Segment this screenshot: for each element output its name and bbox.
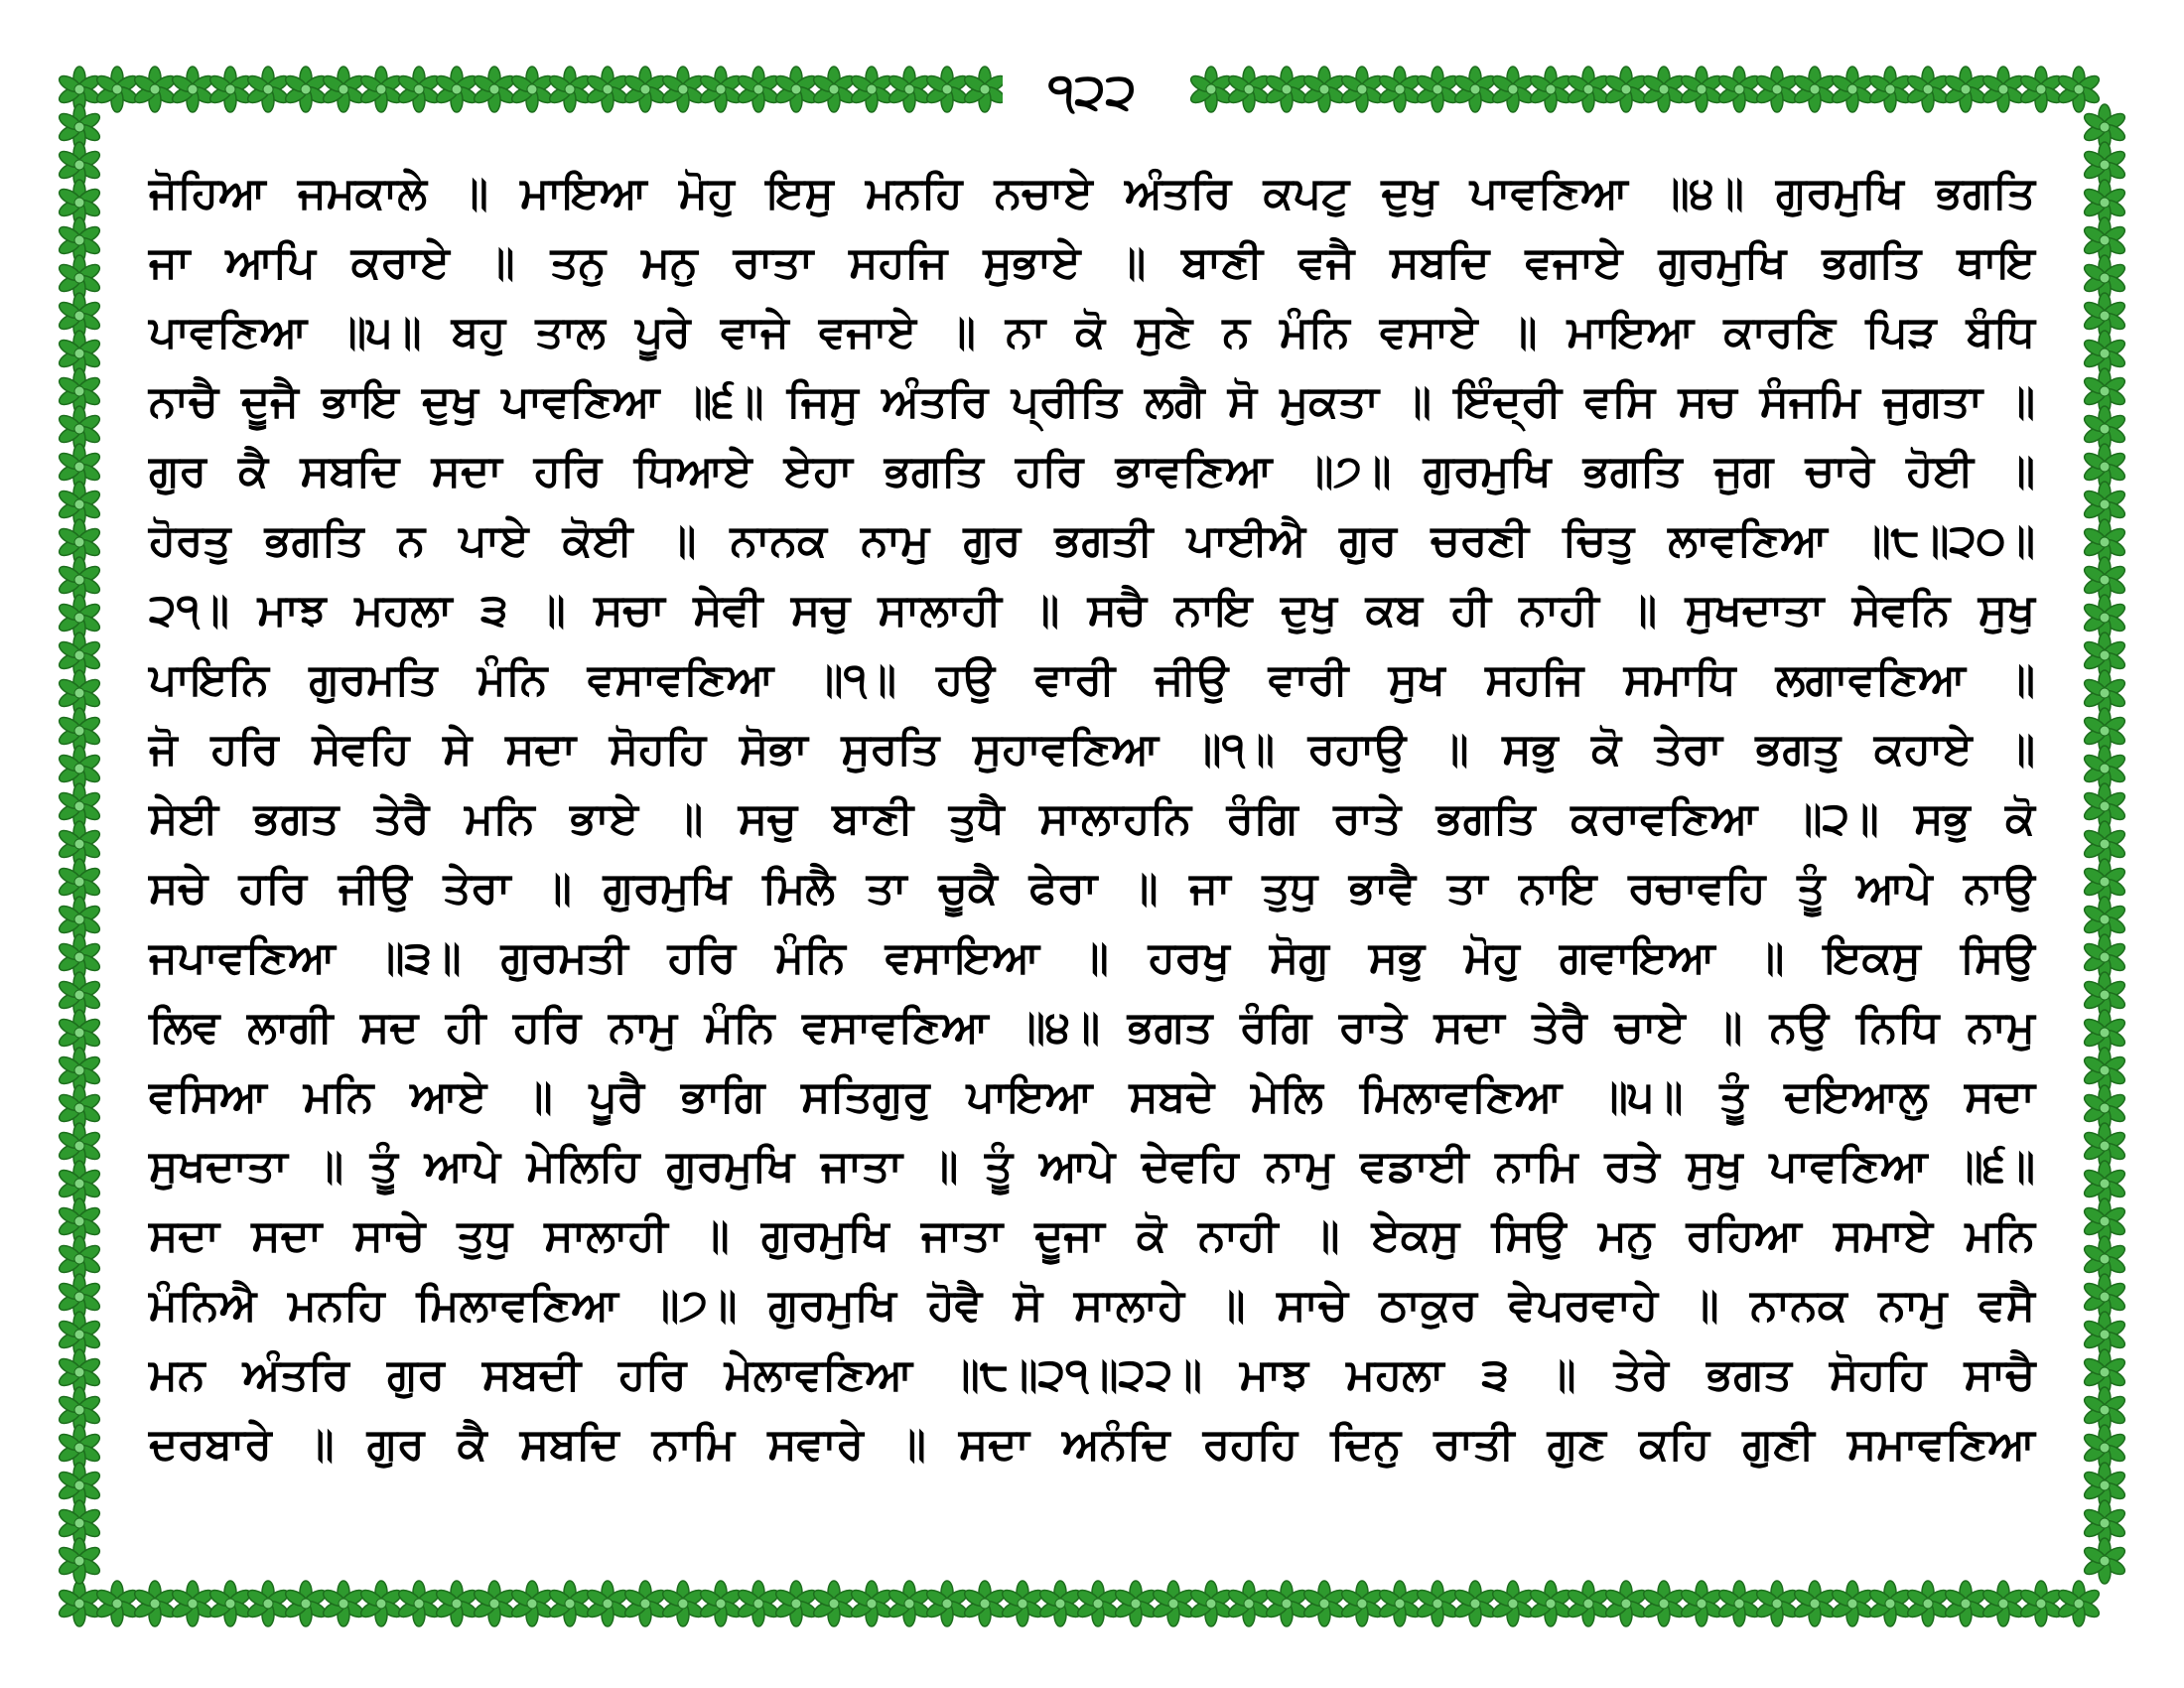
flower-icon	[1264, 67, 1309, 112]
flower-icon	[396, 1581, 442, 1626]
flower-icon	[849, 67, 894, 112]
flower-icon	[1905, 1581, 1951, 1626]
flower-icon	[1679, 67, 1724, 112]
flower-icon	[1641, 1581, 1687, 1626]
flower-icon	[1792, 67, 1838, 112]
flower-icon	[1867, 67, 1913, 112]
flower-icon	[396, 67, 442, 112]
flower-icon	[472, 67, 517, 112]
text-line: ਸੁਖਦਾਤਾ ॥ ਤੂੰ ਆਪੇ ਮੇਲਿਹਿ ਗੁਰਮੁਖਿ ਜਾਤਾ ॥ ਤੂੰ ਆਪੇ ਦੇਵਹਿ ਨਾਮੁ ਵਡਾਈ ਨਾਮਿ ਰਤੇ ਸੁਖੁ ਪਾਵਣਿਆ ॥੬॥	[149, 1141, 2035, 1192]
flower-icon	[1339, 1581, 1385, 1626]
page-number: ੧੨੨	[1003, 52, 1181, 131]
flower-icon	[434, 67, 479, 112]
flower-icon	[283, 67, 329, 112]
flower-icon	[887, 1581, 932, 1626]
flower-icon	[1377, 67, 1423, 112]
flower-icon	[736, 1581, 781, 1626]
text-line: ਦਰਬਾਰੇ ॥ ਗੁਰ ਕੈ ਸਬਦਿ ਨਾਮਿ ਸਵਾਰੇ ॥ ਸਦਾ ਅਨੰਦਿ ਰਹਹਿ ਦਿਨੁ ਰਾਤੀ ਗੁਣ ਕਹਿ ਗੁਣੀ ਸਮਾਵਣਿਆ	[149, 1419, 2035, 1470]
flower-icon	[1151, 1581, 1196, 1626]
flower-icon	[1452, 67, 1498, 112]
flower-icon	[811, 67, 857, 112]
flower-icon	[1603, 67, 1649, 112]
flower-icon	[736, 67, 781, 112]
flower-icon	[1490, 67, 1536, 112]
text-line: ਸੇਈ ਭਗਤ ਤੇਰੈ ਮਨਿ ਭਾਏ ॥ ਸਚੁ ਬਾਣੀ ਤੁਧੈ ਸਾਲਾਹਨਿ ਰੰਗਿ ਰਾਤੇ ਭਗਤਿ ਕਰਾਵਣਿਆ ॥੨॥ ਸਭੁ ਕੋ	[149, 793, 2035, 844]
flower-icon	[1528, 67, 1573, 112]
flower-icon	[1452, 1581, 1498, 1626]
flower-icon	[1603, 1581, 1649, 1626]
flower-icon	[207, 1581, 253, 1626]
text-line: ਹੋਰਤੁ ਭਗਤਿ ਨ ਪਾਏ ਕੋਈ ॥ ਨਾਨਕ ਨਾਮੁ ਗੁਰ ਭਗਤੀ ਪਾਈਐ ਗੁਰ ਚਰਣੀ ਚਿਤੁ ਲਾਵਣਿਆ ॥੮॥੨੦॥	[149, 515, 2035, 566]
flower-icon	[1980, 67, 2026, 112]
flower-icon	[622, 67, 668, 112]
flower-icon	[1943, 67, 1988, 112]
flower-icon	[1188, 1581, 1234, 1626]
flower-icon	[132, 1581, 178, 1626]
flower-icon	[472, 1581, 517, 1626]
flower-icon	[1301, 67, 1347, 112]
text-line: ੨੧॥ ਮਾਝ ਮਹਲਾ ੩ ॥ ਸਚਾ ਸੇਵੀ ਸਚੁ ਸਾਲਾਹੀ ॥ ਸਚੈ ਨਾਇ ਦੁਖੁ ਕਬ ਹੀ ਨਾਹੀ ॥ ਸੁਖਦਾਤਾ ਸੇਵਨਿ ਸੁਖੁ	[149, 585, 2035, 635]
flower-icon	[585, 1581, 630, 1626]
flower-icon	[1339, 67, 1385, 112]
flower-icon	[585, 67, 630, 112]
flower-icon	[547, 67, 593, 112]
text-line: ਸਚੇ ਹਰਿ ਜੀਉ ਤੇਰਾ ॥ ਗੁਰਮੁਖਿ ਮਿਲੈ ਤਾ ਚੂਕੈ ਫੇਰਾ ॥ ਜਾ ਤੁਧੁ ਭਾਵੈ ਤਾ ਨਾਇ ਰਚਾਵਹਿ ਤੂੰ ਆਪੇ ਨਾਉ	[149, 863, 2035, 914]
flower-icon	[1075, 1581, 1121, 1626]
flower-icon	[94, 67, 140, 112]
flower-icon	[773, 1581, 819, 1626]
flower-icon	[132, 67, 178, 112]
text-line: ਪਾਇਨਿ ਗੁਰਮਤਿ ਮੰਨਿ ਵਸਾਵਣਿਆ ॥੧॥ ਹਉ ਵਾਰੀ ਜੀਉ ਵਾਰੀ ਸੁਖ ਸਹਜਿ ਸਮਾਧਿ ਲਗਾਵਣਿਆ ॥	[149, 654, 2035, 705]
text-line: ਲਿਵ ਲਾਗੀ ਸਦ ਹੀ ਹਰਿ ਨਾਮੁ ਮੰਨਿ ਵਸਾਵਣਿਆ ॥੪॥ ਭਗਤ ਰੰਗਿ ਰਾਤੇ ਸਦਾ ਤੇਰੈ ਚਾਏ ॥ ਨਉ ਨਿਧਿ ਨਾਮੁ	[149, 1002, 2035, 1053]
flower-icon	[358, 67, 404, 112]
flower-icon	[2056, 67, 2102, 112]
flower-icon	[1528, 1581, 1573, 1626]
flower-icon	[1377, 1581, 1423, 1626]
text-line: ਜੋ ਹਰਿ ਸੇਵਹਿ ਸੇ ਸਦਾ ਸੋਹਹਿ ਸੋਭਾ ਸੁਰਤਿ ਸੁਹਾਵਣਿਆ ॥੧॥ ਰਹਾਉ ॥ ਸਭੁ ਕੋ ਤੇਰਾ ਭਗਤੁ ਕਹਾਏ ॥	[149, 724, 2035, 774]
flower-icon	[1943, 1581, 1988, 1626]
flower-icon	[1754, 1581, 1800, 1626]
flower-icon	[1641, 67, 1687, 112]
text-line: ਮੰਨਿਐ ਮਨਹਿ ਮਿਲਾਵਣਿਆ ॥੭॥ ਗੁਰਮੁਖਿ ਹੋਵੈ ਸੋ ਸਾਲਾਹੇ ॥ ਸਾਚੇ ਠਾਕੁਰ ਵੇਪਰਵਾਹੇ ॥ ਨਾਨਕ ਨਾਮੁ ਵਸੈ	[149, 1280, 2035, 1331]
text-line: ਸਦਾ ਸਦਾ ਸਾਚੇ ਤੁਧੁ ਸਾਲਾਹੀ ॥ ਗੁਰਮੁਖਿ ਜਾਤਾ ਦੂਜਾ ਕੋ ਨਾਹੀ ॥ ਏਕਸੁ ਸਿਉ ਮਨੁ ਰਹਿਆ ਸਮਾਏ ਮਨਿ	[149, 1210, 2035, 1261]
flower-icon	[283, 1581, 329, 1626]
flower-icon	[1037, 1581, 1083, 1626]
text-line: ਜਪਾਵਣਿਆ ॥੩॥ ਗੁਰਮਤੀ ਹਰਿ ਮੰਨਿ ਵਸਾਇਆ ॥ ਹਰਖੁ ਸੋਗੁ ਸਭੁ ਮੋਹੁ ਗਵਾਇਆ ॥ ਇਕਸੁ ਸਿਉ	[149, 932, 2035, 983]
flower-icon	[170, 67, 215, 112]
flower-icon	[2018, 1581, 2064, 1626]
flower-icon	[207, 67, 253, 112]
flower-icon	[1830, 67, 1875, 112]
flower-icon	[887, 67, 932, 112]
flower-icon	[245, 1581, 291, 1626]
flower-icon	[2082, 1538, 2127, 1584]
flower-icon	[1188, 67, 1234, 112]
flower-icon	[924, 1581, 970, 1626]
text-line: ਜੋਹਿਆ ਜਮਕਾਲੇ ॥ ਮਾਇਆ ਮੋਹੁ ਇਸੁ ਮਨਹਿ ਨਚਾਏ ਅੰਤਰਿ ਕਪਟੁ ਦੁਖੁ ਪਾਵਣਿਆ ॥੪॥ ਗੁਰਮੁਖਿ ਭਗਤਿ	[149, 168, 2035, 218]
flower-icon	[962, 67, 1008, 112]
flower-icon	[660, 67, 706, 112]
text-line: ਨਾਚੈ ਦੂਜੈ ਭਾਇ ਦੁਖੁ ਪਾਵਣਿਆ ॥੬॥ ਜਿਸੁ ਅੰਤਰਿ ਪ੍ਰੀਤਿ ਲਗੈ ਸੋ ਮੁਕਤਾ ॥ ਇੰਦ੍ਰੀ ਵਸਿ ਸਚ ਸੰਜਮਿ ਜੁਗਤਾ ॥	[149, 376, 2035, 427]
text-line: ਗੁਰ ਕੈ ਸਬਦਿ ਸਦਾ ਹਰਿ ਧਿਆਏ ਏਹਾ ਭਗਤਿ ਹਰਿ ਭਾਵਣਿਆ ॥੭॥ ਗੁਰਮੁਖਿ ਭਗਤਿ ਜੁਗ ਚਾਰੇ ਹੋਈ ॥	[149, 446, 2035, 496]
flower-icon	[1566, 67, 1611, 112]
flower-icon	[773, 67, 819, 112]
text-line: ਪਾਵਣਿਆ ॥੫॥ ਬਹੁ ਤਾਲ ਪੂਰੇ ਵਾਜੇ ਵਜਾਏ ॥ ਨਾ ਕੋ ਸੁਣੇ ਨ ਮੰਨਿ ਵਸਾਏ ॥ ਮਾਇਆ ਕਾਰਣਿ ਪਿੜ ਬੰਧਿ	[149, 307, 2035, 357]
flower-icon	[1415, 67, 1460, 112]
flower-icon	[1000, 1581, 1045, 1626]
flower-icon	[1980, 1581, 2026, 1626]
flower-icon	[57, 1581, 102, 1626]
flower-icon	[1716, 1581, 1762, 1626]
flower-icon	[358, 1581, 404, 1626]
flower-icon	[434, 1581, 479, 1626]
flower-icon	[1226, 1581, 1272, 1626]
flower-icon	[849, 1581, 894, 1626]
flower-icon	[1679, 1581, 1724, 1626]
text-line: ਜਾ ਆਪਿ ਕਰਾਏ ॥ ਤਨੁ ਮਨੁ ਰਾਤਾ ਸਹਜਿ ਸੁਭਾਏ ॥ ਬਾਣੀ ਵਜੈ ਸਬਦਿ ਵਜਾਏ ਗੁਰਮੁਖਿ ਭਗਤਿ ਥਾਇ	[149, 237, 2035, 288]
flower-icon	[1113, 1581, 1159, 1626]
flower-icon	[660, 1581, 706, 1626]
flower-icon	[622, 1581, 668, 1626]
text-line: ਮਨ ਅੰਤਰਿ ਗੁਰ ਸਬਦੀ ਹਰਿ ਮੇਲਾਵਣਿਆ ॥੮॥੨੧॥੨੨॥ ਮਾਝ ਮਹਲਾ ੩ ॥ ਤੇਰੇ ਭਗਤ ਸੋਹਹਿ ਸਾਚੈ	[149, 1349, 2035, 1400]
flower-icon	[245, 67, 291, 112]
flower-icon	[1264, 1581, 1309, 1626]
flower-icon	[1716, 67, 1762, 112]
flower-icon	[1830, 1581, 1875, 1626]
text-line: ਵਸਿਆ ਮਨਿ ਆਏ ॥ ਪੂਰੈ ਭਾਗਿ ਸਤਿਗੁਰੁ ਪਾਇਆ ਸਬਦੇ ਮੇਲਿ ਮਿਲਾਵਣਿਆ ॥੫॥ ਤੂੰ ਦਇਆਲੁ ਸਦਾ	[149, 1071, 2035, 1122]
flower-icon	[1301, 1581, 1347, 1626]
flower-icon	[698, 1581, 744, 1626]
flower-icon	[509, 67, 555, 112]
flower-icon	[2056, 1581, 2102, 1626]
flower-icon	[1226, 67, 1272, 112]
flower-icon	[170, 1581, 215, 1626]
flower-icon	[94, 1581, 140, 1626]
flower-icon	[1905, 67, 1951, 112]
flower-icon	[1792, 1581, 1838, 1626]
flower-icon	[1566, 1581, 1611, 1626]
flower-icon	[924, 67, 970, 112]
flower-icon	[547, 1581, 593, 1626]
flower-icon	[509, 1581, 555, 1626]
flower-icon	[321, 1581, 366, 1626]
flower-icon	[962, 1581, 1008, 1626]
flower-icon	[1867, 1581, 1913, 1626]
flower-icon	[321, 67, 366, 112]
flower-icon	[2018, 67, 2064, 112]
flower-icon	[698, 67, 744, 112]
scripture-text-block	[149, 159, 2035, 1549]
flower-icon	[811, 1581, 857, 1626]
flower-icon	[1415, 1581, 1460, 1626]
flower-icon	[1754, 67, 1800, 112]
flower-icon	[57, 1538, 102, 1584]
flower-icon	[1490, 1581, 1536, 1626]
